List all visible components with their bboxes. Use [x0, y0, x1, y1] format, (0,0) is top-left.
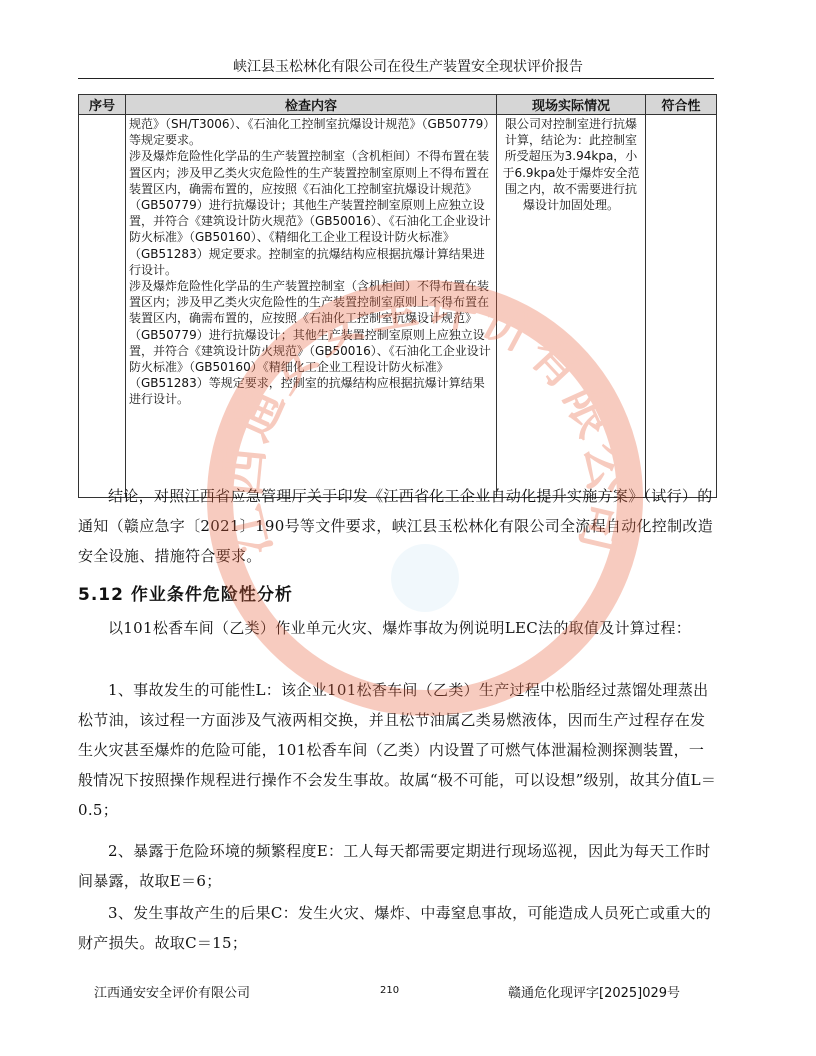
inspection-table [78, 94, 717, 498]
row-index-cell [79, 115, 126, 498]
footer-company: 江西通安安全评价有限公司 [94, 986, 251, 1001]
seal-text: 江西通安安全评价有限公司 [212, 278, 638, 563]
section-heading: 5.12 作业条件危险性分析 [78, 585, 293, 605]
header-divider [78, 78, 714, 79]
footer-page-number: 210 [380, 985, 400, 996]
row-compliance-cell [646, 115, 717, 498]
column-header-content: 检查内容 [126, 95, 497, 115]
likelihood-paragraph: 1、事故发生的可能性L：该企业101松香车间（乙类）生产过程中松脂经过蒸馏处理蒸出松节油，该过程一方面涉及气液两相交换，并且松节油属乙类易燃液体，因而生产过程存在发生火灾甚至爆炸的危险可能，101松香车间（乙类）内设置了可燃气体泄漏检测探测装置，一般情况下按照操作规程进行操作不会发生事故。故属“极不可能，可以设想”级别，故其分值L＝0.5； [78, 681, 717, 819]
row-content-cell [126, 115, 497, 498]
content-paragraph: 涉及爆炸危险性化学品的生产装置控制室（含机柜间）不得布置在装置区内；涉及甲乙类火灾危险性的生产装置控制室原则上不得布置在装置区内，确需布置的，应按照《石油化工控制室抗爆设计规范》（GB50779）进行抗爆设计；其他生产装置控制室原则上应独立设置，并符合《建筑设计防火规范》（GB50016）、《石油化工企业设计防火标准》（GB50160）、《精细化工企业工程设计防火标准》（GB51283）规定要求。控制室的抗爆结构应根据抗爆计算结果进行设计。 [129, 149, 491, 277]
content-paragraph: 涉及爆炸危险性化学品的生产装置控制室（含机柜间）不得布置在装置区内；涉及甲乙类火灾危险性的生产装置控制室原则上不得布置在装置区内，确需布置的，应按照《石油化工控制室抗爆设计规范》（GB50779）进行抗爆设计；其他生产装置控制室原则上应独立设置，并符合《建筑设计防火规范》（GB50016）、《石油化工企业设计防火标准》（GB50160）《精细化工企业工程设计防火标准》（GB51283）等规定要求，控制室的抗爆结构应根据抗爆计算结果进行设计。 [129, 279, 491, 407]
column-header-index: 序号 [79, 95, 126, 115]
table-header-row [79, 95, 717, 115]
exposure-paragraph: 2、暴露于危险环境的频繁程度E：工人每天都需要定期进行现场巡视，因此为每天工作时间暴露，故取E＝6； [78, 842, 711, 890]
column-header-compliance: 符合性 [646, 95, 717, 115]
intro-paragraph: 以101松香车间（乙类）作业单元火灾、爆炸事故为例说明LEC法的取值及计算过程： [108, 619, 692, 637]
content-paragraph: 规范》（SH/T3006）、《石油化工控制室抗爆设计规范》（GB50779）等规定要求。 [129, 117, 490, 148]
conclusion-paragraph: 结论，对照江西省应急管理厅关于印发《江西省化工企业自动化提升实施方案》（试行）的通知（赣应急字〔2021〕190号等文件要求，峡江县玉松林化有限公司全流程自动化控制改造安全设施、措施符合要求。 [78, 487, 714, 565]
consequence-paragraph: 3、发生事故产生的后果C：发生火灾、爆炸、中毒窒息事故，可能造成人员死亡或重大的财产损失。故取C＝15； [78, 904, 712, 952]
column-header-actual: 现场实际情况 [497, 95, 646, 115]
table-row [79, 115, 717, 498]
row-actual-cell: 限公司对控制室进行抗爆计算，结论为：此控制室所受超压为3.94kpa，小于6.9kpa处于爆炸安全范围之内，故不需要进行抗爆设计加固处理。 [497, 115, 646, 498]
page-header-title: 峡江县玉松林化有限公司在役生产装置安全现状评价报告 [233, 59, 583, 75]
footer-report-number: 赣通危化现评字[2025]029号 [508, 986, 681, 1001]
